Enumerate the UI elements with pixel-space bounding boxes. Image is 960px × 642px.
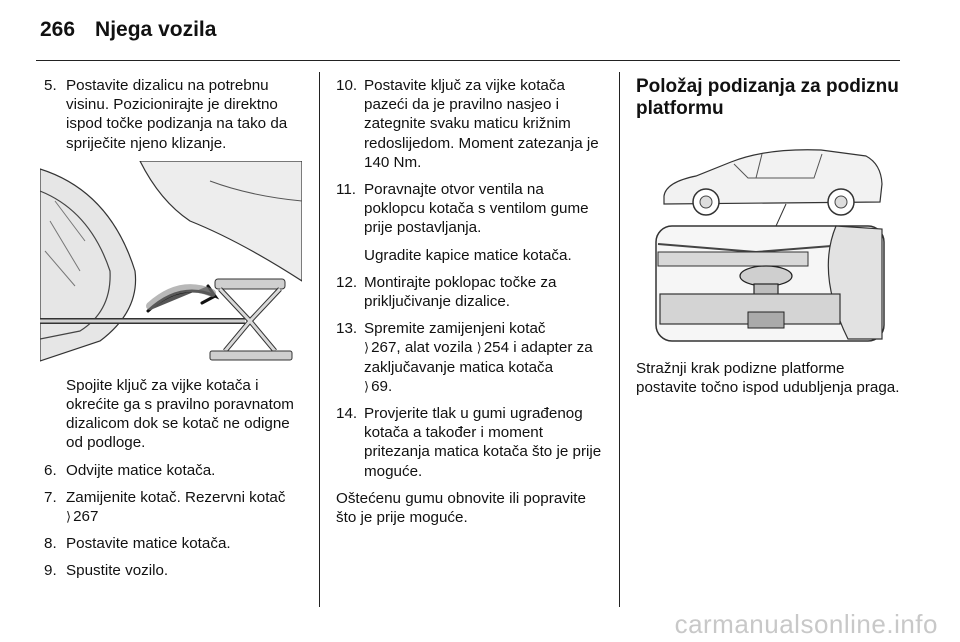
step-text: Postavite dizalicu na potrebnu visinu. Pozicionirajte je direktno ispod točke podizanja na tako da spriječite njeno klizanje. [66, 77, 288, 152]
step-7 [44, 488, 306, 526]
step-13-text: Spremite zamijenjeni kotač [364, 320, 546, 338]
step-text [66, 488, 306, 526]
lift-point-illustration [636, 134, 886, 349]
step-text: Odvijte matice kotača. [66, 461, 216, 479]
step-14 [336, 404, 606, 481]
step-number: 6. [44, 461, 57, 479]
page-ref-icon: ⟩ [66, 509, 72, 525]
page-ref-link[interactable]: 267 [73, 508, 99, 526]
jack-caption: Spojite ključ za vijke kotača i okrećite ga s pravilno poravnatom dizalicom dok se kotač ne odigne od podloge. [66, 376, 294, 452]
step-11 [336, 180, 606, 238]
page-ref-link[interactable]: 267, alat vozila [371, 339, 473, 357]
step-number: 5. [44, 77, 57, 94]
step-text: Provjerite tlak u gumi ugrađenog kotača a također i moment pritezanja matica kotača što je prije moguće. [364, 405, 602, 480]
column-divider-2 [619, 72, 620, 607]
step-number: 13. [336, 320, 358, 338]
closing-note: Oštećenu gumu obnovite ili popravite što je prije moguće. [336, 489, 586, 527]
step-7-text: Zamijenite kotač. Rezervni kotač [66, 488, 286, 506]
page-ref-link[interactable]: 254 i adapter za zaključavanje matica kotača [364, 339, 593, 376]
step-number: 11. [336, 181, 356, 199]
step-13 [336, 319, 606, 396]
step-6 [44, 461, 306, 480]
column-3 [636, 76, 902, 405]
page-ref-link[interactable]: 69. [371, 377, 393, 395]
column-1 [44, 76, 306, 589]
step-10 [336, 76, 606, 172]
step-number: 9. [44, 562, 57, 580]
page-ref-icon: ⟩ [364, 340, 370, 356]
step-number: 14. [336, 405, 358, 423]
step-11-note: Ugradite kapice matice kotača. [364, 246, 572, 264]
step-number: 8. [44, 535, 57, 553]
page-number: 266 [40, 18, 76, 41]
steps-list-1 [44, 76, 306, 153]
step-number: 7. [44, 488, 57, 506]
step-5 [44, 76, 306, 153]
steps-list-2b [336, 273, 606, 481]
section-heading: Položaj podizanja za podiznu platformu [636, 76, 899, 119]
step-number: 10. [336, 77, 358, 94]
step-12 [336, 273, 606, 311]
step-8 [44, 534, 306, 553]
page-ref-icon: ⟩ [364, 378, 370, 394]
page-ref-icon: ⟩ [476, 340, 482, 356]
chapter-title: Njega vozila [95, 18, 217, 41]
step-number: 12. [336, 273, 358, 291]
header-rule [36, 60, 900, 61]
column-divider-1 [319, 72, 320, 607]
steps-list-2 [336, 76, 606, 238]
watermark: carmanualsonline.info [674, 609, 938, 639]
steps-list-1b [44, 461, 306, 581]
step-text [364, 319, 606, 396]
step-text: Poravnajte otvor ventila na poklopcu kotača s ventilom gume prije postavljanja. [364, 181, 589, 237]
step-text: Postavite matice kotača. [66, 535, 231, 553]
step-text: Spustite vozilo. [66, 562, 169, 580]
step-text: Postavite ključ za vijke kotača pazeći da je pravilno nasjeo i zategnite svaku maticu križnim redoslijedom. Moment zatezanja je 140 Nm. [364, 77, 599, 171]
page-header [40, 18, 216, 42]
column-2 [336, 76, 606, 535]
jack-illustration [40, 161, 302, 366]
step-text: Montirajte poklopac točke za priključivanje dizalice. [364, 273, 557, 311]
lift-point-text: Stražnji krak podizne platforme postavite točno ispod udubljenja praga. [636, 360, 900, 397]
step-9 [44, 561, 306, 580]
